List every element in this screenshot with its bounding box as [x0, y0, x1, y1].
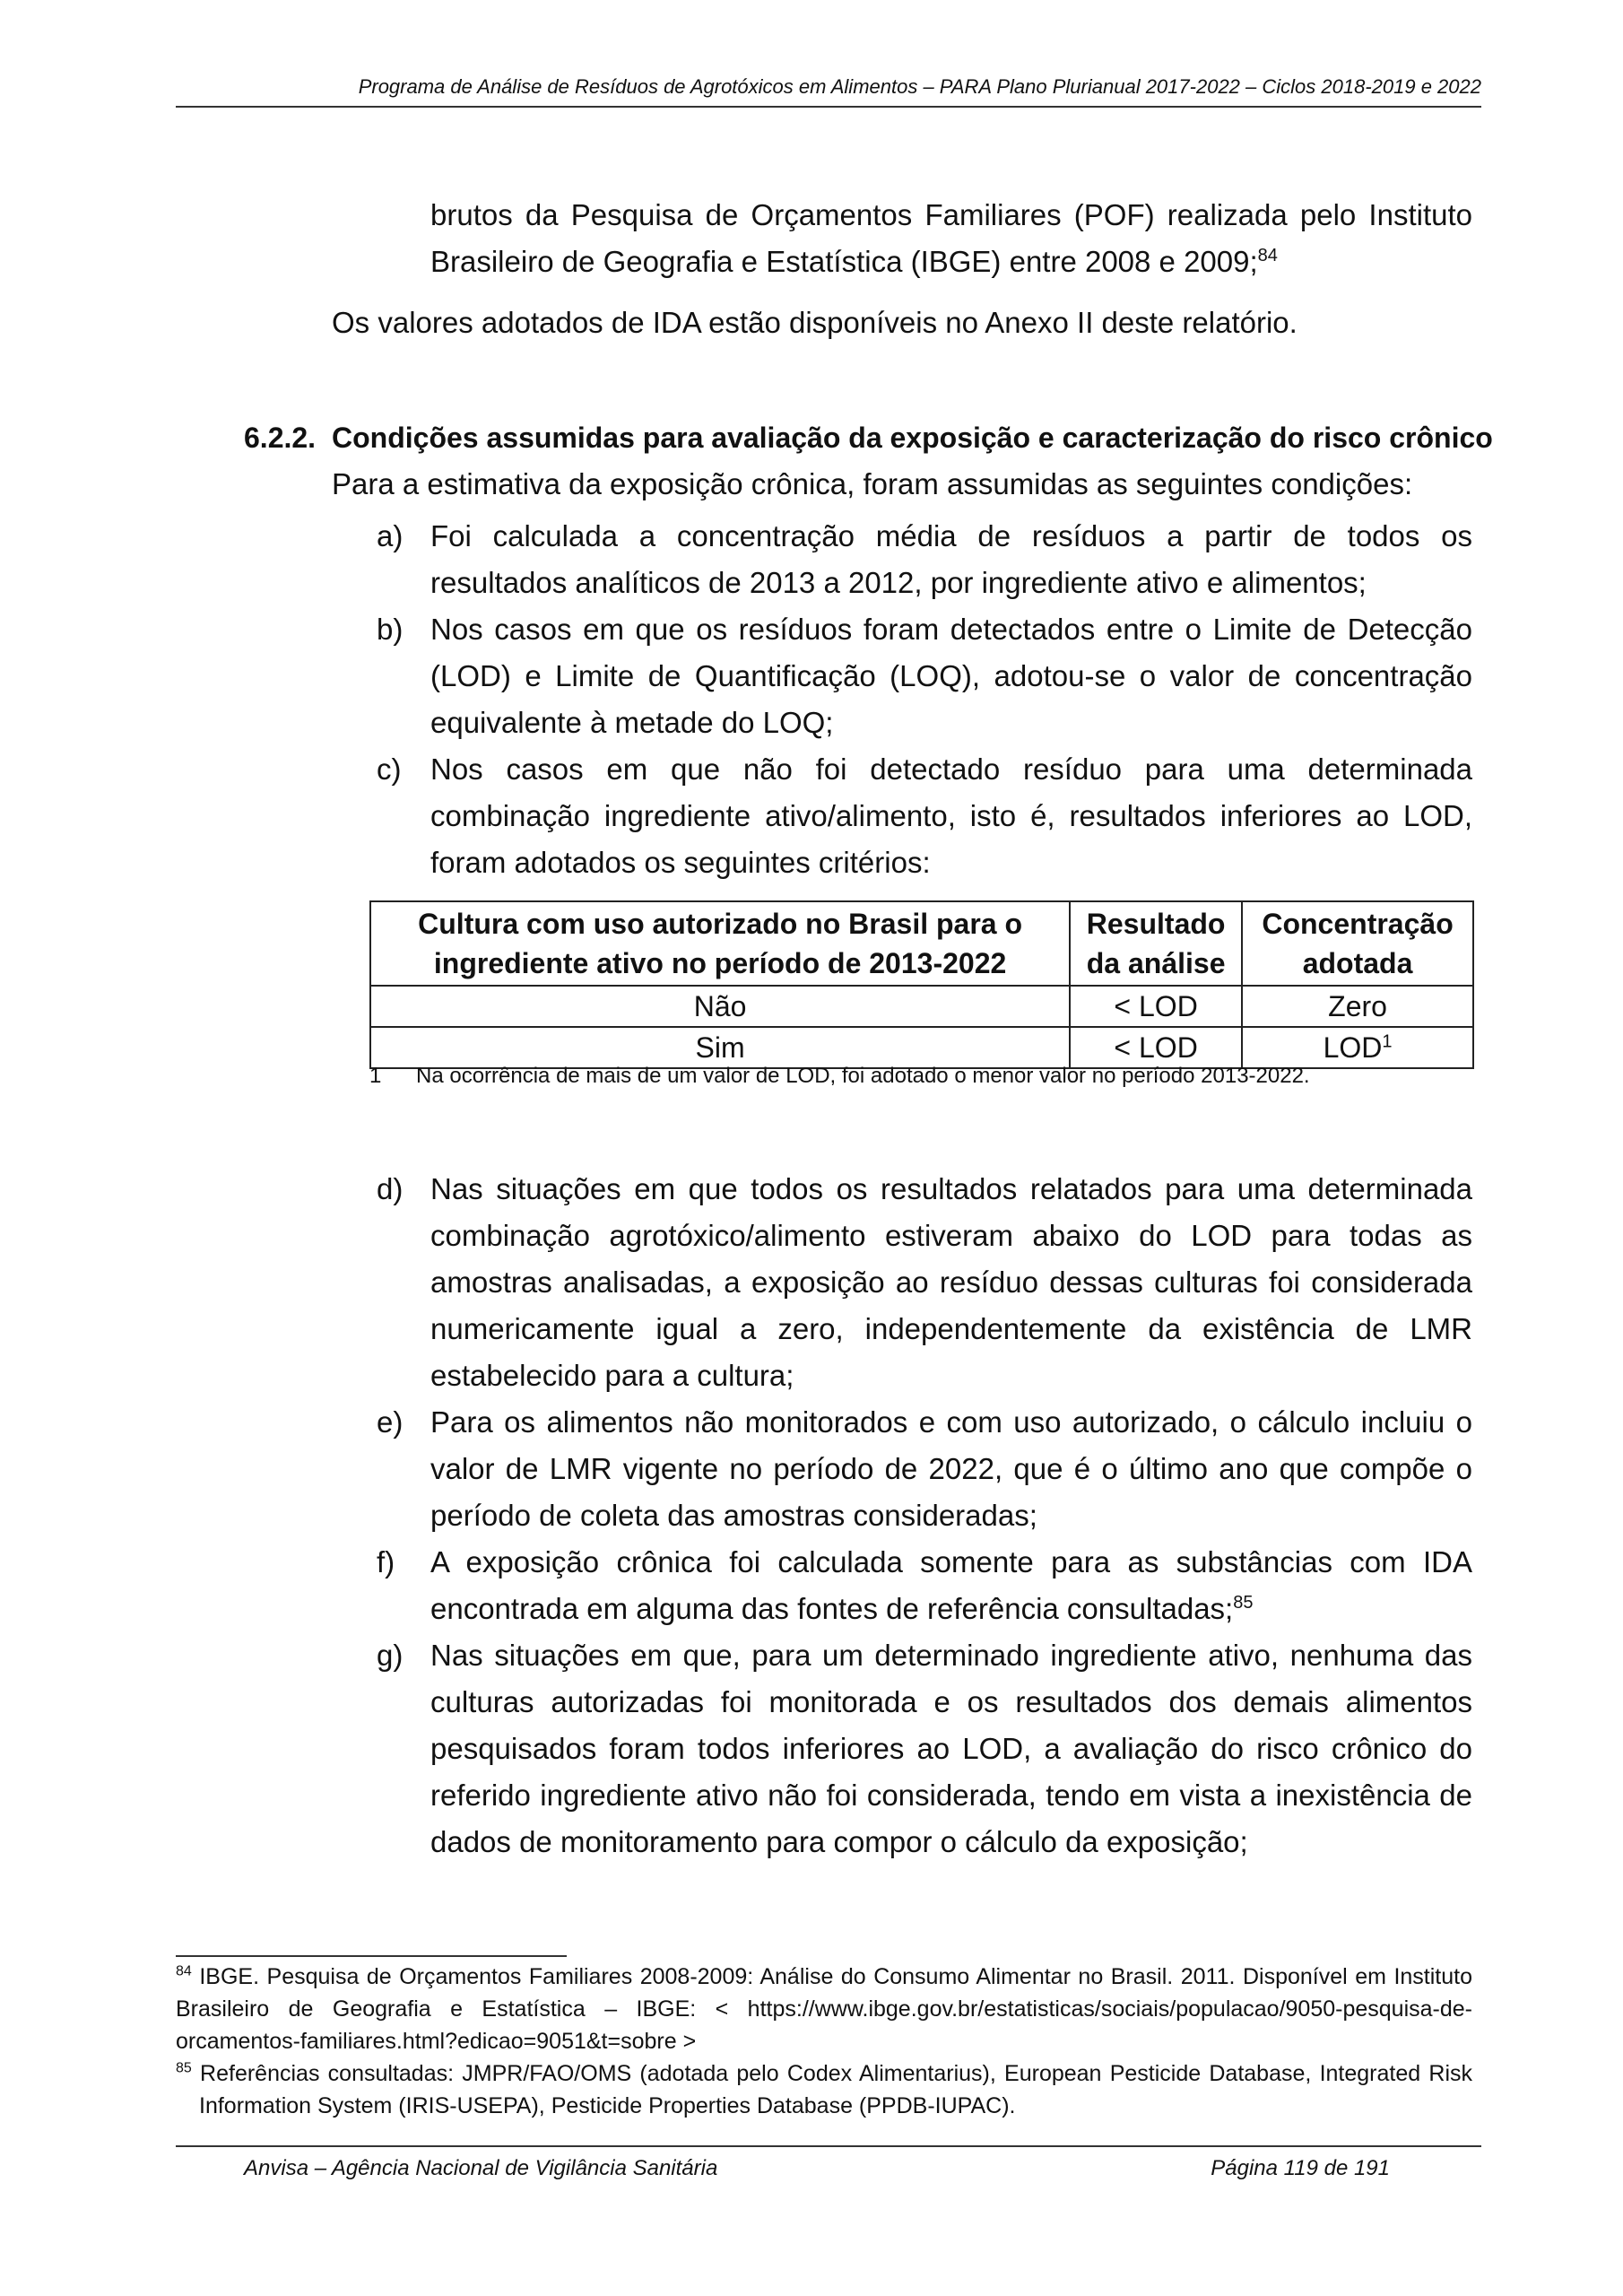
table-note-number: 1	[369, 1064, 382, 1088]
footnote-text: IBGE. Pesquisa de Orçamentos Familiares 2008-2009: Análise do Consumo Alimentar no Brasil. 2011. Disponível em Instituto Brasileiro de Geografia e Estatística – IBGE: < https://www.ibge.gov.br/estatisticas/sociais/populacao/9050-pesquisa-de-orcamentos-familiares.html?edicao=9051&t=sobre >	[176, 1964, 1472, 2054]
list-item-label: d)	[377, 1172, 404, 1205]
continuation-paragraph	[430, 192, 1472, 285]
list-item-g	[377, 1632, 1472, 1866]
criteria-table	[369, 900, 1474, 1069]
table-cell: Zero	[1242, 986, 1473, 1027]
list-item-label: f)	[377, 1545, 395, 1578]
footnote-84	[176, 1961, 1472, 2057]
table-cell: Sim	[370, 1027, 1070, 1068]
list-item-text: Nos casos em que os resíduos foram detectados entre o Limite de Detecção (LOD) e Limite de Quantificação (LOQ), adotou-se o valor de concentração equivalente à metade do LOQ;	[430, 613, 1472, 739]
list-item-f	[377, 1539, 1472, 1632]
table-note-ref: 1	[1382, 1031, 1393, 1052]
ida-note-paragraph	[332, 300, 1472, 346]
list-item-text: Nas situações em que todos os resultados relatados para uma determinada combinação agrotóxico/alimento estiveram abaixo do LOD para todas as amostras analisadas, a exposição ao resíduo dessas culturas foi considerada numericamente igual a zero, independentemente da existência de LMR estabelecido para a cultura;	[430, 1172, 1472, 1392]
footnote-text: Referências consultadas: JMPR/FAO/OMS (adotada pelo Codex Alimentarius), European Pesticide Database, Integrated Risk Information System (IRIS-USEPA), Pesticide Properties Database (PPDB-IUPAC).	[199, 2061, 1473, 2118]
table-cell: < LOD	[1070, 986, 1242, 1027]
table-cell-text: LOD	[1323, 1031, 1383, 1064]
table-note-text: Na ocorrência de mais de um valor de LOD, foi adotado o menor valor no período 2013-2022.	[416, 1064, 1310, 1088]
list-item-c	[377, 746, 1472, 886]
conditions-list-bottom	[377, 1166, 1472, 1866]
running-header-text: Programa de Análise de Resíduos de Agrotóxicos em Alimentos – PARA Plano Plurianual 2017-2022 – Ciclos 2018-2019 e 2022	[358, 75, 1481, 98]
section-intro	[332, 461, 1472, 508]
footnote-divider	[176, 1955, 567, 1957]
running-header	[176, 75, 1481, 108]
footnote-ref-85[interactable]: 85	[1233, 1593, 1254, 1613]
list-item-text: Para os alimentos não monitorados e com uso autorizado, o cálculo incluiu o valor de LMR vigente no período de 2022, que é o último ano que compõe o período de coleta das amostras consideradas;	[430, 1405, 1472, 1532]
list-item-text: A exposição crônica foi calculada somente para as substâncias com IDA encontrada em alguma das fontes de referência consultadas;	[430, 1545, 1472, 1625]
table-cell	[1242, 1027, 1473, 1068]
table-header-row	[370, 901, 1473, 986]
list-item-label: e)	[377, 1405, 404, 1439]
table-row	[370, 986, 1473, 1027]
footnote-number: 84	[176, 1963, 192, 1979]
list-item-text: Nos casos em que não foi detectado resíduo para uma determinada combinação ingrediente ativo/alimento, isto é, resultados inferiores ao LOD, foram adotados os seguintes critérios:	[430, 752, 1472, 879]
list-item-text-wrap	[430, 1539, 1472, 1632]
list-item-d	[377, 1166, 1472, 1399]
footnote-number: 85	[176, 2060, 192, 2076]
footnote-ref-84[interactable]: 84	[1257, 246, 1278, 265]
list-item-b	[377, 606, 1472, 746]
table-header-cell: Concentração adotada	[1242, 901, 1473, 986]
continuation-text: brutos da Pesquisa de Orçamentos Familiares (POF) realizada pelo Instituto Brasileiro de Geografia e Estatística (IBGE) entre 2008 e 2009;	[430, 198, 1472, 278]
conditions-list-top	[377, 513, 1472, 886]
list-item-text: Foi calculada a concentração média de resíduos a partir de todos os resultados analíticos de 2013 a 2012, por ingrediente ativo e alimentos;	[430, 519, 1472, 599]
list-item-text: Nas situações em que, para um determinado ingrediente ativo, nenhuma das culturas autorizadas foi monitorada e os resultados dos demais alimentos pesquisados foram todos inferiores ao LOD, a avaliação do risco crônico do referido ingrediente ativo não foi considerada, tendo em vista a inexistência de dados de monitoramento para compor o cálculo da exposição;	[430, 1639, 1472, 1858]
table-header-cell: Resultado da análise	[1070, 901, 1242, 986]
list-item-label: c)	[377, 752, 402, 786]
page-number: Página 119 de 191	[1211, 2156, 1390, 2180]
section-intro-text: Para a estimativa da exposição crônica, foram assumidas as seguintes condições:	[332, 467, 1413, 500]
footnote-85	[176, 2057, 1472, 2122]
table-cell: Não	[370, 986, 1070, 1027]
list-item-label: a)	[377, 519, 404, 552]
page-footer	[176, 2145, 1481, 2180]
footer-agency: Anvisa – Agência Nacional de Vigilância Sanitária	[244, 2156, 718, 2180]
table-header-cell: Cultura com uso autorizado no Brasil para o ingrediente ativo no período de 2013-2022	[370, 901, 1070, 986]
table-note	[369, 1064, 1481, 1089]
section-title: Condições assumidas para avaliação da exposição e caracterização do risco crônico	[332, 422, 1493, 454]
list-item-a	[377, 513, 1472, 606]
section-number: 6.2.2.	[244, 422, 317, 454]
table-cell: < LOD	[1070, 1027, 1242, 1068]
ida-note-text: Os valores adotados de IDA estão disponíveis no Anexo II deste relatório.	[332, 306, 1298, 339]
list-item-label: b)	[377, 613, 404, 646]
footnotes	[176, 1961, 1472, 2122]
table-row	[370, 1027, 1473, 1068]
list-item-e	[377, 1399, 1472, 1539]
section-heading	[244, 414, 1493, 461]
list-item-label: g)	[377, 1639, 404, 1672]
